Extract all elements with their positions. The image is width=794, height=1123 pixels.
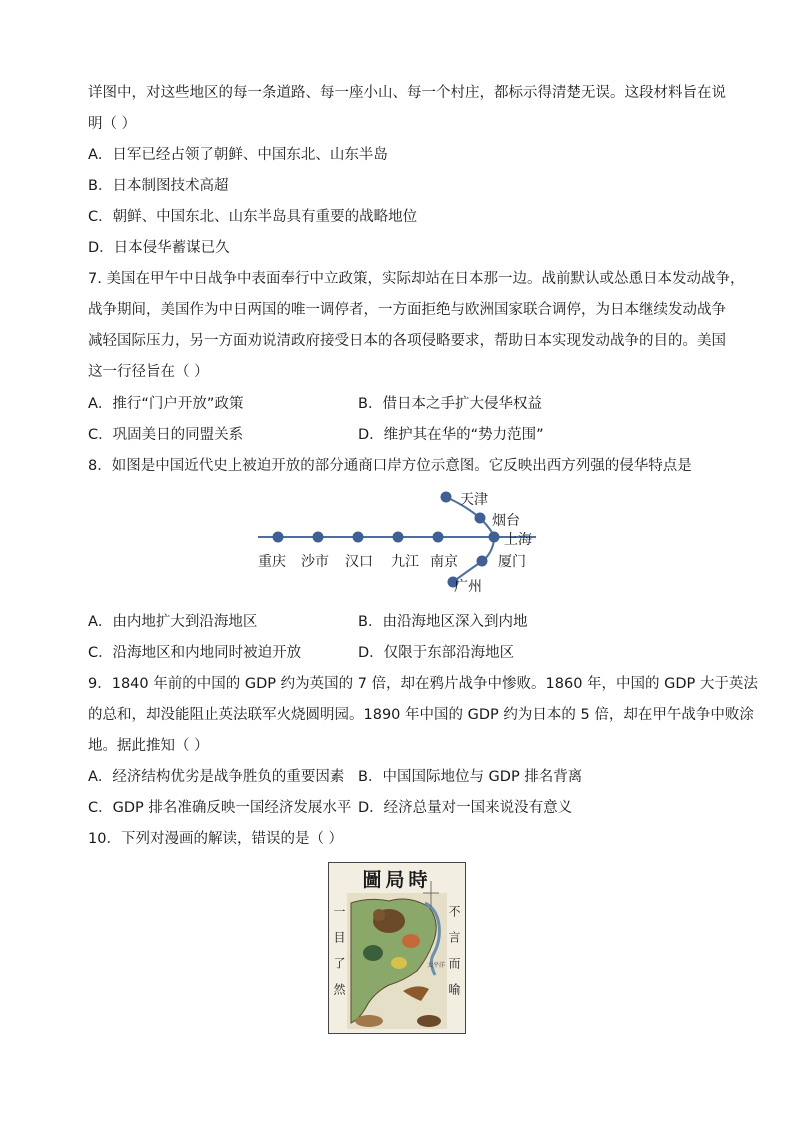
q6-option-a: A．日军已经占领了朝鲜、中国东北、山东半岛: [88, 147, 388, 163]
map-label-nanjing: 南京: [430, 554, 458, 570]
political-cartoon-image: [328, 862, 466, 1034]
map-label-guangzhou: 广州: [454, 579, 482, 595]
q7-option-d: D．维护其在华的“势力范围”: [358, 427, 544, 443]
q8-option-a: A．由内地扩大到沿海地区: [88, 614, 258, 630]
q6-option-b: B．日本制图技术高超: [88, 178, 229, 194]
q7-stem-line-1: 7. 美国在甲午中日战争中表面奉行中立政策，实际却站在日本那一边。战前默认或怂恿日本发动战争，: [88, 271, 745, 287]
map-label-shashi: 沙市: [301, 554, 329, 570]
q6-option-d: D．日本侵华蓄谋已久: [88, 240, 230, 256]
q8-stem: 8．如图是中国近代史上被迫开放的部分通商口岸方位示意图。它反映出西方列强的侵华特点是: [88, 458, 692, 474]
map-label-chongqing: 重庆: [258, 554, 286, 570]
q7-stem-line-4: 这一行径旨在（ ）: [88, 364, 209, 380]
map-node-jiujiang: [393, 532, 404, 543]
map-label-jiujiang: 九江: [391, 554, 419, 570]
q9-option-c: C．GDP 排名准确反映一国经济发展水平: [88, 800, 352, 816]
q6-stem-line-1: 详图中，对这些地区的每一条道路、每一座小山、每一个村庄，都标示得清楚无误。这段材料旨在说: [88, 85, 726, 101]
q7-stem-line-2: 战争期间，美国作为中日两国的唯一调停者，一方面拒绝与欧洲国家联合调停，为日本继续发动战争: [88, 302, 726, 318]
q9-stem-line-2: 的总和，却没能阻止英法联军火烧圆明园。1890 年中国的 GDP 约为日本的 5 倍，却在甲午战争中败涂: [88, 707, 754, 723]
map-node-shanghai: [489, 532, 500, 543]
map-node-nanjing: [433, 532, 444, 543]
cartoon-illustration: [329, 863, 465, 1033]
q8-option-b: B．由沿海地区深入到内地: [358, 614, 528, 630]
q10-stem: 10．下列对漫画的解读，错误的是（ ）: [88, 831, 344, 847]
map-node-hankou: [353, 532, 364, 543]
map-label-tianjin: 天津: [460, 492, 488, 508]
map-node-chongqing: [273, 532, 284, 543]
q7-option-b: B．借日本之手扩大侵华权益: [358, 396, 542, 412]
q7-option-c: C．巩固美日的同盟关系: [88, 427, 244, 443]
q9-stem-line-1: 9．1840 年前的中国的 GDP 约为英国的 7 倍，却在鸦片战争中惨败。1860 年，中国的 GDP 大于英法: [88, 676, 758, 692]
q6-stem-line-2: 明（ ）: [88, 116, 137, 132]
q9-option-d: D．经济总量对一国来说没有意义: [358, 800, 573, 816]
map-label-yantai: 烟台: [492, 513, 520, 529]
map-node-tianjin: [441, 492, 452, 503]
cartoon-left-caption: 一目了然: [332, 905, 346, 1009]
cartoon-map-label: 太平洋: [427, 962, 446, 969]
map-label-shanghai: 上海: [504, 532, 532, 548]
cartoon-right-caption: 不言而喻: [447, 905, 461, 1009]
map-node-shashi: [313, 532, 324, 543]
q8-option-d: D．仅限于东部沿海地区: [358, 645, 515, 661]
map-node-xiamen: [477, 556, 488, 567]
cartoon-title: 圖局時: [362, 869, 432, 891]
q6-option-c: C．朝鲜、中国东北、山东半岛具有重要的战略地位: [88, 209, 418, 225]
map-label-xiamen: 厦门: [498, 554, 526, 570]
q7-option-a: A．推行“门户开放”政策: [88, 396, 244, 412]
q9-option-b: B．中国国际地位与 GDP 排名背离: [358, 769, 583, 785]
q9-option-a: A．经济结构优劣是战争胜负的重要因素: [88, 769, 345, 785]
q7-stem-line-3: 减轻国际压力，另一方面劝说清政府接受日本的各项侵略要求，帮助日本实现发动战争的目的。美国: [88, 333, 726, 349]
q9-stem-line-3: 地。据此推知（ ）: [88, 738, 209, 754]
treaty-port-map: [252, 488, 542, 600]
map-node-yantai: [475, 513, 486, 524]
q8-option-c: C．沿海地区和内地同时被迫开放: [88, 645, 302, 661]
map-label-hankou: 汉口: [345, 554, 373, 570]
